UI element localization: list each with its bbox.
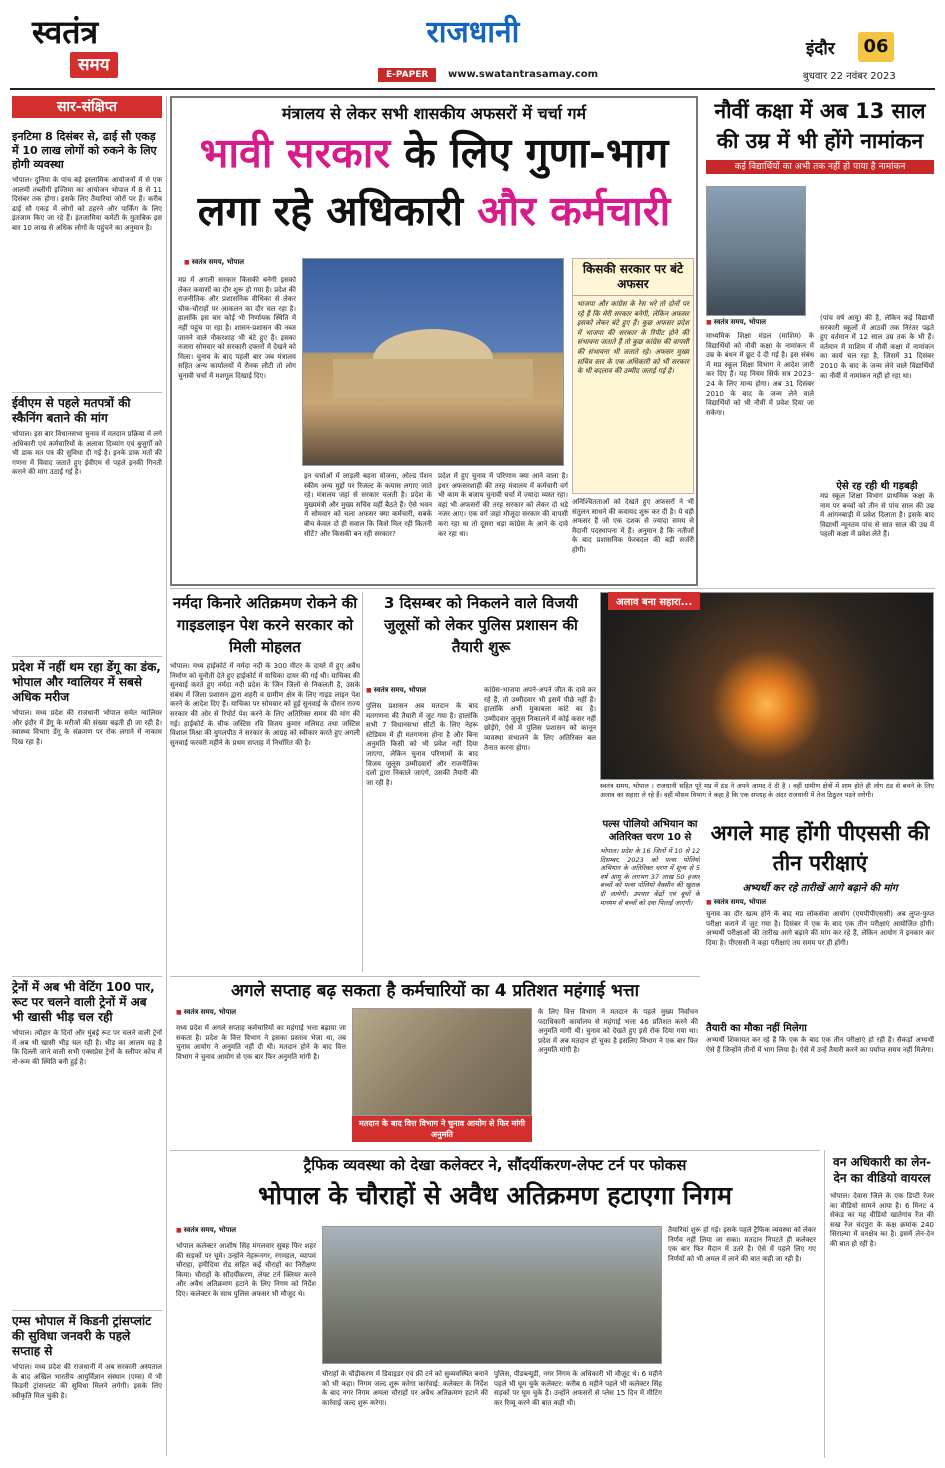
logo: [32, 14, 152, 84]
collector-inspection-photo: [322, 1226, 662, 1364]
da-photo-caption: मतदान के बाद वित्त विभाग ने चुनाव आयोग से फिर मांगी अनुमति: [352, 1116, 532, 1142]
bonfire-photo: [600, 592, 934, 780]
epaper-badge: E-PAPER: [378, 68, 436, 82]
jaloos-headline: 3 दिसम्बर को निकलने वाले विजयी जुलूसों को लेकर पुलिस प्रशासन की तैयारी शुरू: [383, 594, 579, 656]
class9-byline: ■ स्वतंत्र समय, भोपाल: [706, 318, 766, 327]
jaloos-col1: पुलिस प्रशासन अब मतदान के बाद मतगणना की तैयारी में जुट गया है। हालांकि सभी 7 विधानसभा सीटों के लिए नेहरू स्टेडियम में ही मतगणना होना है और बिना अनुमति किसी को भी प्रवेश नहीं दिया जाएगा, लेकिन चुनाव परिणामों के बाद विजय जुलूस उम्मीदवारों और राजनीतिक दलों द्वारा निकाले जाएंगे, उसकी तैयारी की जा रही है।: [366, 702, 478, 787]
logo-top: स्वतंत्र: [32, 13, 99, 51]
alav-caption: स्वतंत्र समय, भोपाल । राजधानी सहित पूरे मप्र में ठंड ने अपने आमद दे दी है । वहीं ग्रामीण क्षेत्रों में शाम होते ही लोग ठंड से बचने के लिए अलाव का सहारा ले रहे हैं। वहीं मौसम विभाग ने कहा है कि एक सप्ताह के अंदर राजधानी में तेज ठिठुरन पड़ने लगेगी।: [600, 782, 934, 799]
sidebar-item-title: एम्स भोपाल में किडनी ट्रांसप्लांट की सुविधा जनवरी के पहले सप्ताह से: [12, 1314, 152, 1358]
traffic-col4: तैयारियां शुरू हो गई। इसके पहले ट्रैफिक व्यवस्था को लेकर निर्णय नहीं लिया जा सका। मतदान निपटते ही कलेक्टर एक बार फिर मैदान में उतरे हैं। ऐसे में पहले लिए गए निर्णयों को भी अमल में लाने की बात कही जा रही है।: [668, 1226, 816, 1263]
da-story: [170, 980, 700, 1148]
da-headline: अगले सप्ताह बढ़ सकता है कर्मचारियों का 4 प्रतिशत महंगाई भत्ता: [230, 981, 640, 1001]
sidebar-item: [12, 396, 162, 656]
psc-strap: अभ्यर्थी कर रहे तारीखें आगे बढ़ाने की मांग: [742, 883, 898, 894]
jaloos-story: [366, 592, 596, 972]
psc-story: [706, 818, 934, 1098]
lead-col4: अनिश्चितताओं को देखते हुए अफसरों ने भी संतुलन साधने की कवायद शुरू कर दी है। ये वही अफसर हैं जो एक दशक से ज्यादा समय से मैदानी पदस्थापना में हैं। अनुमान है कि नतीजों के बाद प्रशासनिक फेरबदल की बड़ी सर्जरी होगी।: [572, 498, 694, 554]
alav-label: अलाव बना सहारा...: [608, 592, 700, 610]
psc-headline: अगले माह होंगी पीएससी की तीन परीक्षाएं: [710, 821, 930, 875]
da-col1: मध्य प्रदेश में अगले सप्ताह कर्मचारियों का महंगाई भत्ता बढ़ाया जा सकता है। प्रदेश के वित्त विभाग ने इसका प्रस्ताव भेजा था, तब चुनाव आयोग ने अनुमति नहीं दी थी। मतदान होने के बाद वित्त विभाग ने चुनाव आयोग से एक बार फिर अनुमति मांगी है।: [176, 1024, 346, 1061]
class9-headline: नौवीं कक्षा में अब 13 साल की उम्र में भी होंगे नामांकन: [714, 99, 926, 153]
traffic-col1: भोपाल कलेक्टर आशीष सिंह मंगलवार सुबह फिर शहर की सड़कों पर घूमे। उन्होंने नेहरूनगर, रंगमहल, व्यापमं चौराहा, हमीदिया रोड सहित कई चौराहों का निरीक्षण किया। चौराहों के सौंदर्यीकरण, लेफ्ट टर्न क्लियर करने और अवैध अतिक्रमण हटाने के लिए निगम को निर्देश दिए। कलेक्टर के साथ पुलिस अफसर भी मौजूद थे।: [176, 1242, 316, 1298]
jaloos-byline: ■ स्वतंत्र समय, भोपाल: [366, 686, 426, 695]
sidebar-item-title: प्रदेश में नहीं थम रहा डेंगू का डंक, भोपाल और ग्वालियर में सबसे अधिक मरीज: [12, 660, 161, 704]
class9-col1: माध्यमिक शिक्षा मंडल (माशिम) के विद्यार्थियों को नौवीं कक्षा के नामांकन में उम्र के बंधन में छूट दे दी गई है। इस संबंध में मप्र स्कूल शिक्षा विभाग ने आदेश जारी कर दिए हैं। यह नियम सिर्फ सत्र 2023-24 के लिए मान्य होगा। अब 31 दिसंबर 2010 के बाद के जन्म लेने वाले विद्यार्थियों को भी नौवीं में प्रवेश दिया जा सकेगा।: [706, 332, 814, 417]
sidebar-item: [12, 980, 162, 1310]
sidebox-title: किसकी सरकार पर बंटे अफसर: [573, 259, 693, 296]
sidebar-item-title: इनटिमा 8 दिसंबर से, ढाई सौ एकड़ में 10 लाख लोगों को रुकने के लिए होगी व्यवस्था: [12, 130, 157, 171]
forest-body: भोपाल। देवास जिले के एक डिप्टी रेंजर का वीडियो सामने आया है। 6 मिनट 4 सेकंड का यह वीडियो खातेगांव रेंज की सख रेंज चंदपुरा के कक्ष क्रमांक 240 सिराल्या में वनक्षेत्र का है। इसमें लेन-देन की बात हो रही है।: [830, 1192, 934, 1248]
lead-col2: इन चर्चाओं में लाड़ली बहना योजना, ओल्ड पेंशन स्कीम अन्य मुद्दों पर रिजल्ट के कयास लगाए जाते रहे। मंत्रालय जहां से सरकार चलती है। प्रदेश के मुख्यमंत्री और मुख्य सचिव यहीं बैठते हैं। ऐसे भवन में सोमवार को चला अफसर क्या कर्मचारी, सबके बीच केवल दो ही सवाल कि किसे मिल रही कितनी सीटें? और किसकी बन रही सरकार?: [304, 472, 432, 538]
sidebar: [12, 96, 162, 1456]
psc-byline: ■ स्वतंत्र समय, भोपाल: [706, 898, 934, 907]
sidebar-header: सार-संक्षिप्त: [12, 96, 162, 118]
lead-col1: मप्र में अगली सरकार किसकी बनेगी इसको लेकर कयासों का दौर शुरू हो गया है। प्रदेश की राजनीतिक और प्रशासनिक वीथिका से लेकर चौक-चौराहों पर आकलन का दौर चल रहा है। हालांकि इस बार कोई भी निर्णायक स्थिति में नहीं पहुंच पा रहा है। शासन-प्रशासन की नब्ज जानने वाले नौकरशाह भी बंटे हुए हैं। इसका नजारा सोमवार को सरकारी दफ्तरों में देखने को मिला। चुनाव के बाद पहली बार जब मंत्रालय सहित अन्य कार्यालयों में रौनक लौटी तो लोग चुनावी चर्चा में मशगूल दिखाई दिए।: [178, 276, 296, 380]
lead-story: [170, 96, 698, 586]
lead-headline-part2: के लिए गुणा-भाग: [390, 129, 669, 177]
sidebar-item-title: ट्रेनों में अब भी वेटिंग 100 पार, रूट पर चलने वाली ट्रेनों में अब भी खासी भीड़ चल रही: [12, 980, 155, 1024]
lead-kicker: मंत्रालय से लेकर सभी शासकीय अफसरों में चर्चा गर्म: [281, 104, 587, 123]
polio-body: भोपाल। प्रदेश के 16 जिलों में 10 से 12 दिसम्बर, 2023 को पल्स पोलियो अभियान के अतिरिक्त चरण में शून्य से 5 वर्ष आयु के लगभग 37 लाख 50 हजार बच्चों को पल्स पोलियो वैक्सीन की खुराक दी जायेगी। उपचार केंद्रों एवं बूथों के माध्यम से बच्चों को दवा पिलाई जाएगी।: [600, 847, 700, 907]
lead-sidebox: [572, 258, 694, 494]
traffic-col2: चौराहों के चौड़ीकरण में डिवाइडर एवं फ्री टर्न को सुव्यवस्थित बनाने को भी कहा। निगम जल्द शुरू करेगा कार्रवाई: कलेक्टर के निर्देश के बाद नगर निगम अमला चौराहों पर अवैध अतिक्रमण हटाने की कार्रवाई जल्द शुरू करेगा।: [322, 1370, 488, 1407]
traffic-kicker: ट्रैफिक व्यवस्था को देखा कलेक्टर ने, सौंदर्यीकरण-लेफ्ट टर्न पर फोकस: [303, 1156, 687, 1174]
lead-headline-part4: और कर्मचारी: [477, 187, 671, 235]
traffic-col3: पुलिस, पीडब्ल्यूडी, नगर निगम के अधिकारी भी मौजूद थे। 6 महीने पहले भी घूम चुके कलेक्टर: करीब 6 महीने पहले भी कलेक्टर सिंह सड़कों पर घूम चुके हैं। उन्होंने अफसरों से प्लेस 15 दिन में मीटिंग कर रिव्यू करने की बात कही थी।: [494, 1370, 662, 1407]
traffic-story: [170, 1154, 820, 1458]
traffic-byline: ■ स्वतंत्र समय, भोपाल: [176, 1226, 236, 1235]
website-link[interactable]: www.swatantrasamay.com: [448, 69, 599, 80]
narmada-story: [170, 592, 360, 972]
traffic-headline: भोपाल के चौराहों से अवैध अतिक्रमण हटाएगा निगम: [257, 1181, 733, 1210]
issue-date: बुधवार 22 नवंबर 2023: [803, 71, 896, 82]
forest-headline: वन अधिकारी का लेन-देन का वीडियो वायरल: [833, 1155, 931, 1185]
class9-col2: (पांच वर्ष आयु) की है, लेकिन कई विद्यार्थी सरकारी स्कूलों में आठवीं तक निरंतर पढ़ते हुए वर्तमान में 12 साल उम्र तक के भी हैं। वर्तमान में माशिम में नौवीं कक्षा में नामांकन का कार्य चल रहा है, जिसमें 31 दिसंबर 2010 के बाद के जन्म लेने वाले विद्यार्थियों का नौवीं में नामांकन नहीं हो रहा था।: [820, 314, 934, 380]
lead-headline-part1: भावी सरकार: [199, 129, 391, 177]
da-col2: के लिए वित्त विभाग ने मतदान के पहले मुख्य निर्वाचन पदाधिकारी कार्यालय से महंगाई भत्ता 46 प्रतिशत करने की अनुमति मांगी थी। चुनाव को देखते हुए इसे रोक दिया गया था। प्रदेश में अब मतदान हो चुका है इसलिए विभाग ने एक बार फिर अनुमति मांगी है।: [538, 1008, 698, 1055]
page-number: 06: [858, 32, 894, 62]
alav-photo-block: [600, 592, 934, 814]
lead-byline: ■ स्वतंत्र समय, भोपाल: [184, 258, 244, 267]
class9-sub-body: मप्र स्कूल शिक्षा विभाग प्राथमिक कक्षा के नाम पर बच्चों को तीन से पांच साल की उम्र में आंगनबाड़ी में प्रवेश दिलाता है। इसके बाद विद्यार्थी न्यूनतम पांच से सात साल की उम्र में पहली कक्षा में प्रवेश लेते हैं।: [820, 492, 934, 539]
psc-sub-body: अभ्यर्थी शिकायत कर रहे हैं कि एक के बाद एक तीन परीक्षाएं हो रही हैं। सैकड़ों अभ्यर्थी ऐसे हैं जिन्होंने तीनों में भाग लिया है। ऐसे में उन्हें तैयारी करने का पर्याप्त समय नहीं मिलेगा।: [706, 1036, 934, 1054]
class9-strap: कई विद्यार्थियों का अभी तक नहीं हो पाया है नामांकन: [706, 160, 934, 174]
class9-subhead: ऐसे रह रही थी गड़बड़ी: [836, 481, 918, 492]
sidebar-item: [12, 660, 162, 976]
lead-headline-part3: लगा रहे अधिकारी: [197, 187, 478, 235]
sidebar-item-title: ईवीएम से पहले मतपत्रों की स्कैनिंग बताने की मांग: [12, 396, 131, 425]
sidebar-item-body: भोपाल। मध्य प्रदेश की राजधानी भोपाल समेत ग्वालियर और इंदौर में डेंगू के मरीजों की संख्या बढ़ती ही जा रही है। स्वास्थ्य विभाग डेंगू के संक्रमण पर रोक लगाने में नाकाम दिख रहा है।: [12, 709, 162, 746]
sidebar-item-body: भोपाल। त्यौहार के दिनों और मुंबई रूट पर चलने वाली ट्रेनों में अब भी खासी भीड़ चल रही है। भीड़ का आलम यह है कि दिल्ली जाने वाली सभी एक्सप्रेस ट्रेनों के स्लीपर कोच में नो-रूम की स्थिति बनी हुई है।: [12, 1029, 162, 1066]
sidebar-item-body: भोपाल। इस बार विधानसभा चुनाव में मतदान प्रक्रिया में लगे अधिकारी एवं कर्मचारियों के अलावा दिव्यांग एवं बुजुर्गों को भी डाक मत पत्र की सुविधा दी गई है। इनके डाक मतों की गणना में विवाद जताते हुए ईवीएम से पहले इनकी गिनती कराने की मांग उठाई गई है।: [12, 430, 162, 477]
psc-body: चुनाव का दौर खत्म होने के बाद मप्र लोकसेवा आयोग (एमपीपीएससी) अब लुप्त-फुप्त परीक्षा कराने में जुट गया है। दिसंबर में एक के बाद एक तीन परीक्षाएं आयोजित होंगी। अभ्यर्थी परीक्षाओं की तारीख आगे बढ़ाने की मांग कर रहे हैं, लेकिन आयोग ने इनकार कर दिया है। पीएससी ने कहा परीक्षाएं तय समय पर ही होंगी।: [706, 910, 934, 947]
jaloos-col2: कांग्रेस-भाजपा अपने-अपने जीत के दावे कर रहे हैं, तो उम्मीदवार भी इसमें पीछे नहीं हैं। हालांकि अभी मुकाबला कांटे का है। उम्मीदवार जुलूस निकालने में कोई कसर नहीं छोड़ेंगे, ऐसे में पुलिस प्रशासन को कानून व्यवस्था संभालने के लिए अतिरिक्त बल तैनात करना होगा।: [484, 686, 596, 752]
students-photo: [706, 186, 806, 316]
currency-photo: [352, 1008, 532, 1116]
page-city: इंदौर: [806, 39, 835, 59]
narmada-body: भोपाल। मध्य हाईकोर्ट में नर्मदा नदी के 300 मीटर के दायरे में हुए अवैध निर्माण को चुनौती देते हुए हाईकोर्ट में याचिका दायर की गई थी। याचिका की सुनवाई करते हुए नर्मदा नदी प्रदेश के जिन जिलों से निकलती है, उसके संबंध में जिला प्रशासन द्वारा शहरी व ग्रामीण क्षेत्र के लिए गाइड लाइन पेश करने के आदेश दिए हैं। याचिका पर सोमवार को हुई सुनवाई के दौरान राज्य सरकार की ओर से रिपोर्ट पेश करने के लिए अतिरिक्त समय की मांग की गई। हाईकोर्ट के चीफ जस्टिस रवि विजय कुमार मलिमठ तथा जस्टिस विशाल मिश्रा की युगलपीठ ने सरकार के आग्रह को स्वीकार करते हुए अगली सुनवाई फरवरी महीने के प्रथम सप्ताह में निर्धारित की है।: [170, 662, 360, 747]
class9-story: [706, 96, 934, 586]
mantralaya-photo: [302, 258, 564, 466]
logo-bottom: समय: [70, 52, 118, 78]
forest-story: [830, 1154, 934, 1458]
sidebar-item: [12, 1314, 162, 1464]
sidebar-item-body: भोपाल। दुनिया के पांच बड़े इस्लामिक आयोजनों में से एक आलमी तब्लीगी इज्तिमा का आयोजन भोपाल में 8 से 11 दिसंबर तक होगा। इसके लिए तैयारियां जोरों पर हैं। करीब ढाई सौ एकड़ में लोगों को ठहरने और पार्किंग के लिए इंतजाम किए जा रहे हैं। इंतजामिया कमेटी के मुताबिक इस बार 10 लाख से अधिक लोगों के पहुंचने का अनुमान है।: [12, 176, 162, 232]
psc-subhead: तैयारी का मौका नहीं मिलेगा: [706, 1023, 807, 1034]
polio-headline: पल्स पोलियो अभियान का अतिरिक्त चरण 10 से: [602, 819, 698, 843]
da-byline: ■ स्वतंत्र समय, भोपाल: [176, 1008, 236, 1017]
masthead: [0, 0, 945, 92]
lead-col3: प्रदेश में हुए चुनाव में परिणाम क्या आने वाला है। इधर अफसरशाही की तरह मंत्रालय में कर्मचारी वर्ग भी काम के बजाय चुनावी चर्चा में ज्यादा व्यस्त रहा। वहां भी अफसरों की तरह सरकार को लेकर दो धड़े नजर आए। एक वर्ग जहां मौजूदा सरकार की वापसी करा रहा था तो दूसरा धड़ा कांग्रेस के आने के दावे कर रहा था।: [438, 472, 568, 538]
narmada-headline: नर्मदा किनारे अतिक्रमण रोकने की गाइडलाइन पेश करने सरकार को मिली मोहलत: [172, 594, 358, 656]
sidebox-body: भाजपा और कांग्रेस के रेस भरे तो दोनों पर रहे हैं कि मेरी सरकार बनेगी, लेकिन अफसर इसको लेकर बंटे हुए हैं। कुछ अफसर प्रदेश में भाजपा की सरकार के रिपीट होने की संभावना जताते हैं तो कुछ कांग्रेस की वापसी की संभावना भी जताते रहे। अफसर मुख्य सचिव स्तर के एक अधिकारी को भी सरकार के भी बदलाव की उम्मीद जताई गई है।: [577, 300, 689, 376]
section-title: राजधानी: [426, 15, 520, 50]
lead-headline: [172, 124, 696, 240]
polio-story: [600, 818, 700, 974]
sidebar-item-body: भोपाल। मध्य प्रदेश की राजधानी में अब सरकारी अस्पताल के बाद अखिल भारतीय आयुर्विज्ञान संस्थान (एम्स) में भी किडनी ट्रांसप्लांट की सुविधा मिलने लगेगी। इसके लिए स्वीकृति मिल चुकी है।: [12, 1363, 162, 1400]
